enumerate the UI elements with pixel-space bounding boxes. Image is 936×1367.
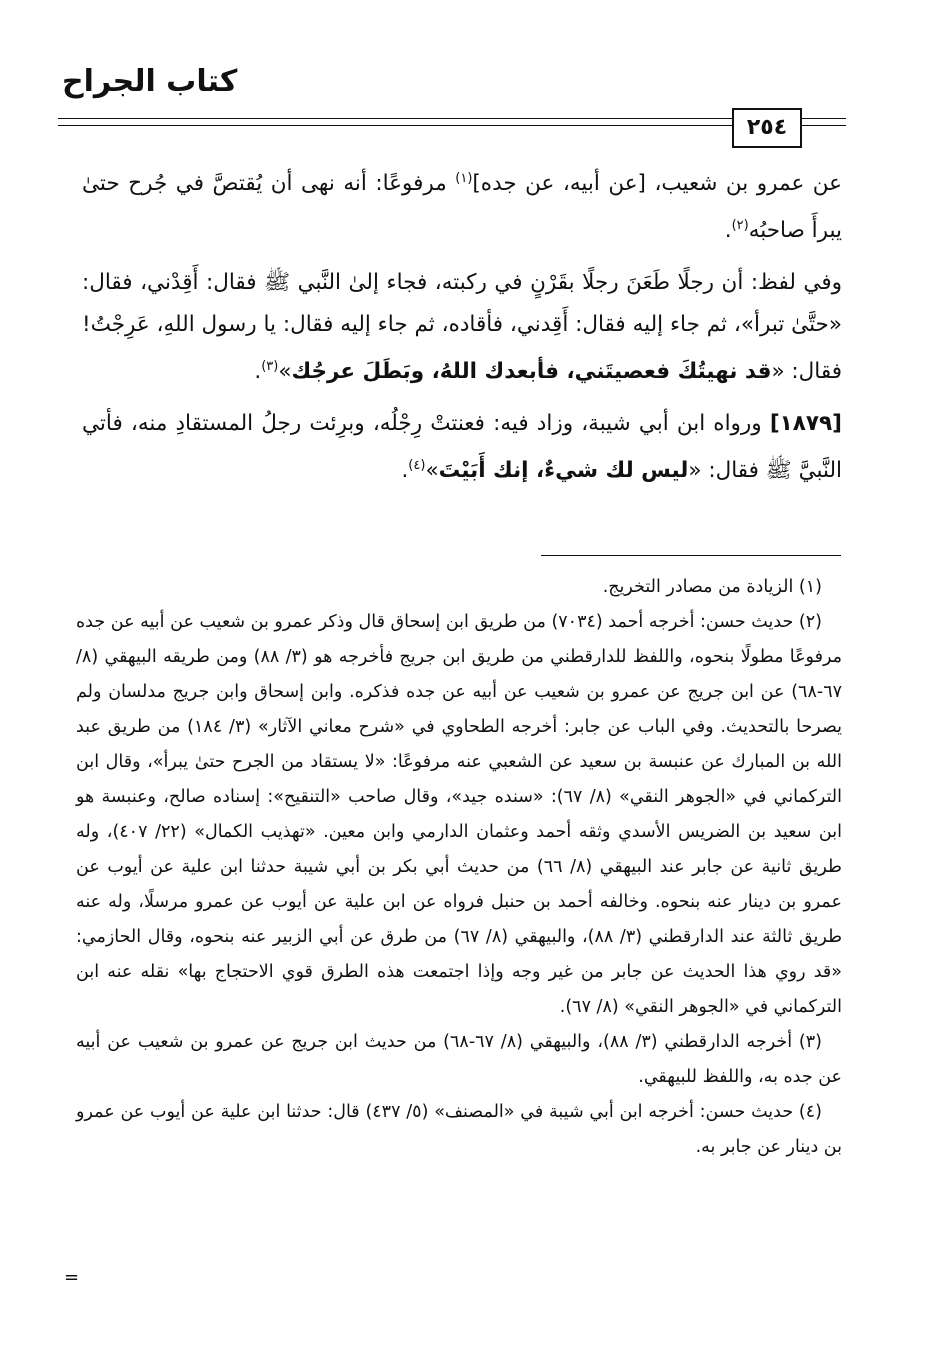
header-rule-top	[58, 118, 846, 119]
footnotes	[76, 570, 842, 1165]
paragraph-1	[82, 158, 842, 252]
text-run: .	[254, 359, 262, 385]
main-text	[82, 158, 842, 503]
footnote-4: (٤) حديث حسن: أخرجه ابن أبي شيبة في «المصنف» (٥/ ٤٣٧) قال: حدثنا ابن علية عن أيوب عن عمرو بن دينار عن جابر به.	[76, 1102, 842, 1157]
page-number: ٢٥٤	[732, 108, 802, 148]
text-run: .	[724, 218, 732, 244]
footnote-1: (١) الزيادة من مصادر التخريج.	[602, 577, 822, 597]
text-run: عن عمرو بن شعيب، [عن أبيه، عن جده]	[472, 171, 842, 197]
text-run: »	[278, 359, 292, 385]
footnote-ref-1[interactable]: (١)	[455, 171, 473, 186]
page-end-mark: =	[64, 1267, 80, 1288]
footnote-2: (٢) حديث حسن: أخرجه أحمد (٧٠٣٤) من طريق ابن إسحاق قال وذكر عمرو بن شعيب عن أبيه عن جده مرفوعًا مطولًا بنحوه، واللفظ للدارقطني من طريق ابن جريج فأخرجه هو (٣/ ٨٨) ومن طريقه البيهقي (٨/ ٦٧-٦٨) عن ابن جريج عن عمرو بن شعيب عن أبيه عن جده فذكره. وابن إسحاق وابن جريج مدلسان ولم يصرحا بالتحديث. وفي الباب عن جابر: أخرجه الطحاوي في «شرح معاني الآثار» (٣/ ١٨٤) من طريق عبد الله بن المبارك عن عنبسة بن سعيد عن الشعبي عنه مرفوعًا: «لا يستقاد من الجرح حتىٰ يبرأ»، وقال ابن التركماني في «الجوهر النقي» (٨/ ٦٧): «سنده جيد»، وقال صاحب «التنقيح»: إسناده صالح، وعنبسة هو ابن سعيد بن الضريس الأسدي وثقه أحمد وعثمان الدارمي وابن معين. «تهذيب الكمال» (٢٢/ ٤٠٧)، وله طريق ثانية عن جابر عند البيهقي (٨/ ٦٦) من حديث أبي بكر بن أبي شيبة حدثنا ابن علية عن أيوب عن عمرو بن دينار عنه بنحوه. وخالفه أحمد بن حنبل فرواه عن ابن علية عن أيوب عن عمرو مرسلًا، وله عنه طريق ثالثة عند الدارقطني (٣/ ٨٨)، والبيهقي (٨/ ٦٧) من طرق عن أبي الزبير عنه بنحوه، وقال الحازمي: «قد روي هذا الحديث عن جابر من غير وجه وإذا اجتمعت هذه الطرق قوي الاحتجاج بها» نقله عنه ابن التركماني في «الجوهر النقي» (٨/ ٦٧).	[76, 612, 843, 1017]
hadith-quote: قد نهيتُكَ فعصيتَني، فأبعدك اللهُ، وبَطَلَ عرجُك	[291, 359, 772, 385]
hadith-number: [١٨٧٩]	[769, 411, 842, 437]
footnote-ref-2[interactable]: (٢)	[731, 218, 749, 234]
text-run: وفي لفظ: أن رجلًا طَعَنَ رجلًا بقَرْنٍ في ركبته، فجاء إلىٰ النَّبي ﷺ فقال: أَقِدْني، فقال: «حتَّىٰ تبرأ»، ثم جاء إليه فقال: أَقِدني، فأقاده، ثم جاء إليه فقال: يا رسول اللهِ، عَرِجْتُ! فقال: «	[82, 270, 842, 385]
hadith-quote: ليس لك شيءٌ، إنك أَبَيْتَ	[438, 458, 689, 484]
paragraph-3	[82, 403, 842, 492]
text-run: مرفوعًا: أنه نهى أن يُقتصَّ في جُرح حتىٰ يبرأَ صاحبُه	[82, 171, 842, 244]
footnote-3: (٣) أخرجه الدارقطني (٣/ ٨٨)، والبيهقي (٨/ ٦٧-٦٨) من حديث ابن جريج عن عمرو بن شعيب عن أبيه عن جده به، واللفظ للبيهقي.	[76, 1032, 842, 1087]
text-run: »	[425, 458, 439, 484]
header-rule-bottom	[58, 125, 846, 126]
text-run: ورواه ابن أبي شيبة، وزاد فيه: فعنتتْ رِجْلُه، وبرِئت رجلُ المستقادِ منه، فأتي النَّبيَّ ﷺ فقال: «	[82, 411, 842, 484]
footnote-ref-4[interactable]: (٤)	[408, 458, 426, 474]
text-run: .	[401, 458, 409, 484]
footnote-ref-3[interactable]: (٣)	[261, 359, 279, 375]
footnote-separator	[541, 555, 841, 556]
running-title: كتاب الجراح	[62, 64, 238, 99]
paragraph-2	[82, 262, 842, 393]
